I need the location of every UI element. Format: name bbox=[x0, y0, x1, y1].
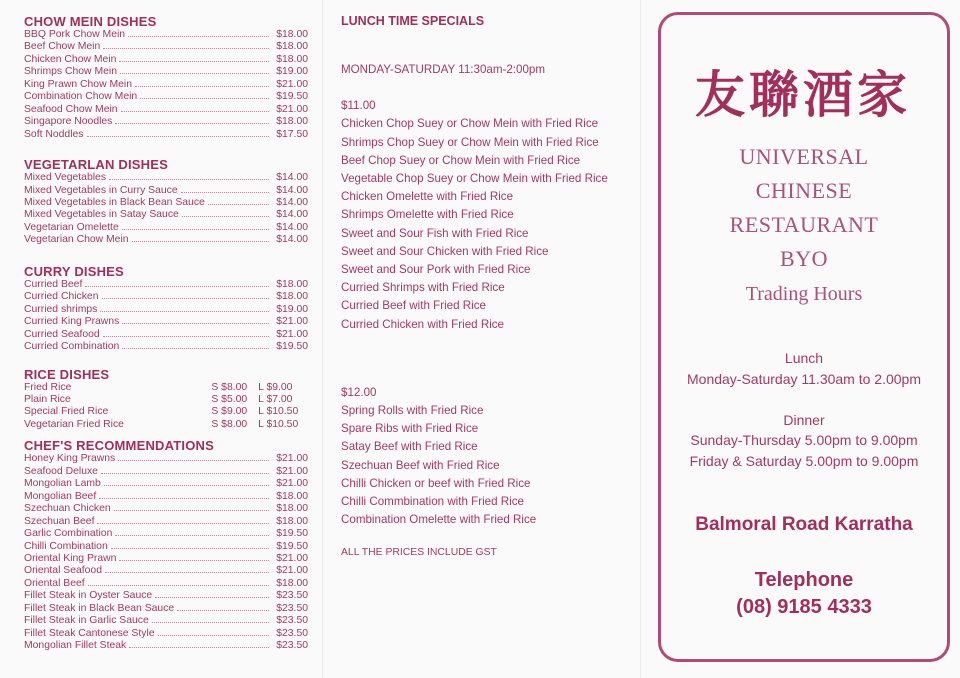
menu-item-name: Combination Chow Mein bbox=[24, 91, 138, 103]
chinese-name-text: 友聯酒家 bbox=[695, 66, 911, 124]
rice-large-price: L $9.00 bbox=[258, 381, 293, 393]
gst-note: ALL THE PRICES INCLUDE GST bbox=[341, 547, 497, 559]
menu-item-name: Curried Combination bbox=[24, 341, 120, 353]
dot-leader bbox=[122, 229, 269, 230]
dot-leader bbox=[101, 473, 269, 474]
menu-item-name: Fillet Steak Cantonese Style bbox=[24, 627, 155, 639]
menu-item-price: $23.50 bbox=[276, 602, 308, 614]
menu-item-row bbox=[24, 516, 308, 528]
chow-mein-list bbox=[24, 29, 308, 141]
menu-item-name: Mongolian Beef bbox=[24, 490, 97, 502]
vegetarian-title: VEGETARLAN DISHES bbox=[24, 157, 169, 173]
menu-item-price: $21.00 bbox=[276, 78, 308, 90]
menu-item-row bbox=[24, 185, 308, 197]
chinese-name-glyphs bbox=[678, 60, 928, 130]
menu-item-price: $14.00 bbox=[276, 196, 308, 208]
curry-title: CURRY DISHES bbox=[24, 263, 124, 279]
dot-leader bbox=[104, 485, 269, 486]
dot-leader bbox=[111, 548, 269, 549]
menu-item-row bbox=[24, 603, 308, 615]
lunch-special-item: Curried Shrimps with Fried Rice bbox=[341, 281, 505, 295]
menu-item-name: Beef Chow Mein bbox=[24, 41, 101, 53]
menu-item-price: $21.00 bbox=[276, 453, 308, 465]
dot-leader bbox=[177, 610, 269, 611]
menu-item-price: $18.00 bbox=[276, 278, 308, 290]
dot-leader bbox=[181, 192, 269, 193]
menu-item-row bbox=[24, 316, 308, 328]
menu-item-row bbox=[24, 628, 308, 640]
rice-large-price: L $10.50 bbox=[258, 406, 299, 418]
group1-list bbox=[341, 115, 630, 333]
lunch-special-item: Sweet and Sour Pork with Fried Rice bbox=[341, 263, 531, 277]
menu-item-price: $21.00 bbox=[276, 328, 308, 340]
lunch-special-item: Shrimps Chop Suey or Chow Mein with Fried Rice bbox=[341, 135, 599, 149]
menu-item-row bbox=[24, 329, 308, 341]
lunch-specials-hours: MONDAY-SATURDAY 11:30am-2:00pm bbox=[341, 63, 546, 76]
menu-item-name: Fillet Steak in Black Bean Sauce bbox=[24, 602, 175, 614]
menu-item-row bbox=[24, 578, 308, 590]
chinese-name-logo bbox=[678, 60, 928, 130]
dot-leader bbox=[88, 585, 269, 586]
rice-large-price: L $7.00 bbox=[258, 393, 293, 405]
dot-leader bbox=[87, 136, 270, 137]
menu-item-name: Mixed Vegetables bbox=[24, 172, 107, 184]
menu-item-row bbox=[24, 172, 308, 184]
left-panel bbox=[0, 0, 322, 678]
menu-item-name: Mongolian Lamb bbox=[24, 478, 101, 490]
rice-row bbox=[24, 406, 308, 418]
menu-item-price: $19.00 bbox=[276, 303, 308, 315]
group2-list bbox=[341, 402, 630, 529]
menu-item-row bbox=[24, 503, 308, 515]
dot-leader bbox=[140, 98, 269, 99]
menu-item-row bbox=[24, 453, 308, 465]
lunch-label: Lunch bbox=[784, 350, 824, 366]
dot-leader bbox=[129, 647, 269, 648]
dot-leader bbox=[105, 572, 269, 573]
dot-leader bbox=[97, 523, 269, 524]
menu-item-price: $18.00 bbox=[276, 515, 308, 527]
menu-item-price: $19.50 bbox=[276, 91, 308, 103]
dot-leader bbox=[85, 286, 269, 287]
menu-item-row bbox=[24, 29, 308, 41]
menu-item-row bbox=[24, 129, 308, 141]
rice-list bbox=[24, 382, 308, 432]
dot-leader bbox=[132, 241, 269, 242]
lunch-special-item: Szechuan Beef with Fried Rice bbox=[341, 458, 500, 472]
restaurant-name-line2: CHINESE bbox=[755, 178, 853, 203]
dot-leader bbox=[121, 111, 269, 112]
lunch-special-item: Chilli Commbination with Fried Rice bbox=[341, 495, 524, 509]
menu-item-row bbox=[24, 466, 308, 478]
rice-small-price: S $9.00 bbox=[211, 406, 248, 418]
menu-item-name: Oriental Seafood bbox=[24, 565, 102, 577]
lunch-hours: Monday-Saturday 11.30am to 2.00pm bbox=[687, 371, 921, 387]
rice-name: Fried Rice bbox=[24, 381, 72, 393]
dot-leader bbox=[155, 597, 269, 598]
menu-item-price: $21.00 bbox=[276, 316, 308, 328]
menu-item-row bbox=[24, 541, 308, 553]
dot-leader bbox=[158, 635, 269, 636]
menu-item-name: Garlic Combination bbox=[24, 528, 113, 540]
menu-item-name: BBQ Pork Chow Mein bbox=[24, 29, 126, 40]
rice-row bbox=[24, 382, 308, 394]
dot-leader bbox=[128, 36, 269, 37]
dot-leader bbox=[102, 298, 270, 299]
dot-leader bbox=[135, 86, 269, 87]
lunch-special-item: Spare Ribs with Fried Rice bbox=[341, 422, 479, 436]
dinner-hours-fri-sat: Friday & Saturday 5.00pm to 9.00pm bbox=[689, 453, 919, 469]
menu-item-name: Szechuan Chicken bbox=[24, 503, 111, 515]
menu-item-price: $23.50 bbox=[276, 590, 308, 602]
chefs-list bbox=[24, 453, 308, 652]
menu-item-row bbox=[24, 615, 308, 627]
dot-leader bbox=[152, 622, 269, 623]
menu-item-row bbox=[24, 209, 308, 221]
restaurant-name-line1: UNIVERSAL bbox=[739, 144, 869, 169]
rice-name: Plain Rice bbox=[24, 393, 71, 405]
menu-item-row bbox=[24, 565, 308, 577]
menu-item-price: $19.50 bbox=[276, 540, 308, 552]
menu-item-name: Szechuan Beef bbox=[24, 515, 95, 527]
menu-item-name: Mixed Vegetables in Curry Sauce bbox=[24, 184, 178, 196]
lunch-special-item: Vegetable Chop Suey or Chow Mein with Fried Rice bbox=[341, 172, 608, 186]
trading-hours-heading: Trading Hours bbox=[745, 283, 863, 305]
menu-item-price: $18.00 bbox=[276, 116, 308, 128]
menu-item-name: Fillet Steak in Garlic Sauce bbox=[24, 615, 149, 627]
lunch-special-item: Beef Chop Suey or Chow Mein with Fried Rice bbox=[341, 153, 581, 167]
byo-label: BYO bbox=[780, 246, 828, 271]
rice-large-price: L $10.50 bbox=[258, 418, 299, 430]
menu-item-row bbox=[24, 491, 308, 503]
lunch-special-item: Satay Beef with Fried Rice bbox=[341, 440, 478, 454]
dot-leader bbox=[115, 535, 269, 536]
group1-price: $11.00 bbox=[341, 99, 376, 113]
menu-item-price: $18.00 bbox=[276, 291, 308, 303]
menu-item-name: Shrimps Chow Mein bbox=[24, 66, 117, 78]
menu-item-row bbox=[24, 304, 308, 316]
rice-small-price: S $5.00 bbox=[211, 393, 248, 405]
menu-item-name: Chilli Combination bbox=[24, 540, 108, 552]
dot-leader bbox=[103, 336, 269, 337]
menu-item-row bbox=[24, 91, 308, 103]
menu-item-row bbox=[24, 116, 308, 128]
menu-item-name: Soft Noddles bbox=[24, 128, 84, 140]
menu-item-price: $19.00 bbox=[276, 66, 308, 78]
menu-item-name: Curried Beef bbox=[24, 278, 83, 290]
group2-price: $12.00 bbox=[341, 385, 377, 399]
menu-item-row bbox=[24, 234, 308, 246]
menu-item-row bbox=[24, 640, 308, 652]
menu-item-row bbox=[24, 528, 308, 540]
menu-item-price: $18.00 bbox=[276, 29, 308, 40]
dinner-label: Dinner bbox=[783, 412, 825, 428]
lunch-special-item: Curried Chicken with Fried Rice bbox=[341, 317, 505, 331]
dot-leader bbox=[99, 498, 269, 499]
lunch-special-item: Chilli Chicken or beef with Fried Rice bbox=[341, 476, 531, 490]
menu-item-row bbox=[24, 341, 308, 353]
dot-leader bbox=[118, 460, 269, 461]
lunch-special-item: Chicken Chop Suey or Chow Mein with Fried Rice bbox=[341, 117, 599, 131]
menu-item-price: $19.50 bbox=[276, 341, 308, 353]
dot-leader bbox=[122, 323, 269, 324]
dot-leader bbox=[119, 61, 269, 62]
lunch-special-item: Spring Rolls with Fried Rice bbox=[341, 404, 484, 418]
menu-item-price: $21.00 bbox=[276, 565, 308, 577]
menu-item-row bbox=[24, 590, 308, 602]
menu-item-price: $19.50 bbox=[276, 528, 308, 540]
menu-item-price: $18.00 bbox=[276, 53, 308, 65]
dot-leader bbox=[120, 73, 269, 74]
menu-item-row bbox=[24, 478, 308, 490]
menu-item-name: Curried King Prawns bbox=[24, 316, 120, 328]
dot-leader bbox=[103, 48, 269, 49]
menu-item-price: $23.50 bbox=[276, 640, 308, 652]
menu-item-price: $17.50 bbox=[276, 128, 308, 140]
chefs-title: CHEF'S RECOMMENDATIONS bbox=[24, 438, 214, 454]
dot-leader bbox=[208, 204, 269, 205]
menu-item-name: Honey King Prawns bbox=[24, 453, 116, 465]
menu-item-name: King Prawn Chow Mein bbox=[24, 78, 132, 90]
dot-leader bbox=[115, 123, 269, 124]
menu-item-row bbox=[24, 104, 308, 116]
menu-item-row bbox=[24, 66, 308, 78]
menu-item-name: Mongolian Fillet Steak bbox=[24, 640, 127, 652]
lunch-special-item: Sweet and Sour Chicken with Fried Rice bbox=[341, 244, 549, 258]
lunch-special-item: Shrimps Omelette with Fried Rice bbox=[341, 208, 514, 222]
dot-leader bbox=[114, 510, 269, 511]
telephone-number: (08) 9185 4333 bbox=[736, 596, 872, 618]
rice-row bbox=[24, 394, 308, 406]
telephone-label: Telephone bbox=[754, 569, 854, 591]
menu-item-price: $14.00 bbox=[276, 184, 308, 196]
menu-item-name: Chicken Chow Mein bbox=[24, 53, 117, 65]
dot-leader bbox=[109, 179, 269, 180]
address: Balmoral Road Karratha bbox=[695, 514, 913, 535]
dot-leader bbox=[182, 216, 269, 217]
lunch-special-item: Chicken Omelette with Fried Rice bbox=[341, 190, 514, 204]
menu-item-name: Mixed Vegetables in Black Bean Sauce bbox=[24, 196, 205, 208]
rice-name: Special Fried Rice bbox=[24, 406, 109, 418]
menu-item-row bbox=[24, 291, 308, 303]
middle-panel bbox=[322, 0, 640, 678]
fold-line-right bbox=[640, 0, 641, 678]
menu-item-price: $18.00 bbox=[276, 577, 308, 589]
menu-item-name: Oriental Beef bbox=[24, 577, 85, 589]
menu-item-name: Curried Seafood bbox=[24, 328, 100, 340]
menu-item-name: Vegetarian Omelette bbox=[24, 221, 119, 233]
dot-leader bbox=[119, 560, 269, 561]
menu-item-row bbox=[24, 41, 308, 53]
lunch-special-item: Sweet and Sour Fish with Fried Rice bbox=[341, 226, 529, 240]
rice-row bbox=[24, 419, 308, 431]
menu-item-name: Seafood Deluxe bbox=[24, 465, 98, 477]
rice-name: Vegetarian Fried Rice bbox=[24, 418, 124, 430]
menu-item-name: Curried Chicken bbox=[24, 291, 99, 303]
menu-item-price: $18.00 bbox=[276, 490, 308, 502]
menu-item-row bbox=[24, 197, 308, 209]
curry-list bbox=[24, 279, 308, 354]
dot-leader bbox=[100, 311, 269, 312]
menu-item-row bbox=[24, 279, 308, 291]
rice-small-price: S $8.00 bbox=[211, 418, 248, 430]
menu-item-name: Seafood Chow Mein bbox=[24, 103, 118, 115]
restaurant-name-line3: RESTAURANT bbox=[729, 212, 879, 237]
rice-title: RICE DISHES bbox=[24, 366, 110, 382]
menu-item-name: Vegetarian Chow Mein bbox=[24, 234, 129, 246]
menu-item-price: $18.00 bbox=[276, 503, 308, 515]
menu-item-row bbox=[24, 222, 308, 234]
menu-item-price: $23.50 bbox=[276, 627, 308, 639]
menu-item-price: $14.00 bbox=[276, 234, 308, 246]
menu-item-price: $21.00 bbox=[276, 552, 308, 564]
menu-item-row bbox=[24, 553, 308, 565]
menu-item-name: Fillet Steak in Oyster Sauce bbox=[24, 590, 153, 602]
menu-item-name: Mixed Vegetables in Satay Sauce bbox=[24, 209, 179, 221]
vegetarian-list bbox=[24, 172, 308, 247]
menu-item-price: $21.00 bbox=[276, 103, 308, 115]
chow-mein-title: CHOW MEIN DISHES bbox=[24, 14, 157, 29]
lunch-special-item: Curried Beef with Fried Rice bbox=[341, 299, 486, 313]
menu-item-price: $14.00 bbox=[276, 172, 308, 184]
menu-item-row bbox=[24, 79, 308, 91]
menu-item-price: $21.00 bbox=[276, 478, 308, 490]
menu-item-price: $21.00 bbox=[276, 465, 308, 477]
menu-item-name: Curried shrimps bbox=[24, 303, 98, 315]
lunch-special-item: Combination Omelette with Fried Rice bbox=[341, 513, 537, 527]
lunch-specials-title: LUNCH TIME SPECIALS bbox=[341, 14, 485, 28]
dinner-hours-sun-thu: Sunday-Thursday 5.00pm to 9.00pm bbox=[690, 432, 918, 448]
menu-item-price: $14.00 bbox=[276, 221, 308, 233]
dot-leader bbox=[122, 348, 269, 349]
rice-small-price: S $8.00 bbox=[211, 381, 248, 393]
menu-item-price: $23.50 bbox=[276, 615, 308, 627]
menu-item-price: $18.00 bbox=[276, 41, 308, 53]
menu-item-name: Oriental King Prawn bbox=[24, 552, 117, 564]
menu-item-price: $14.00 bbox=[276, 209, 308, 221]
menu-item-name: Singapore Noodles bbox=[24, 116, 113, 128]
menu-item-row bbox=[24, 54, 308, 66]
